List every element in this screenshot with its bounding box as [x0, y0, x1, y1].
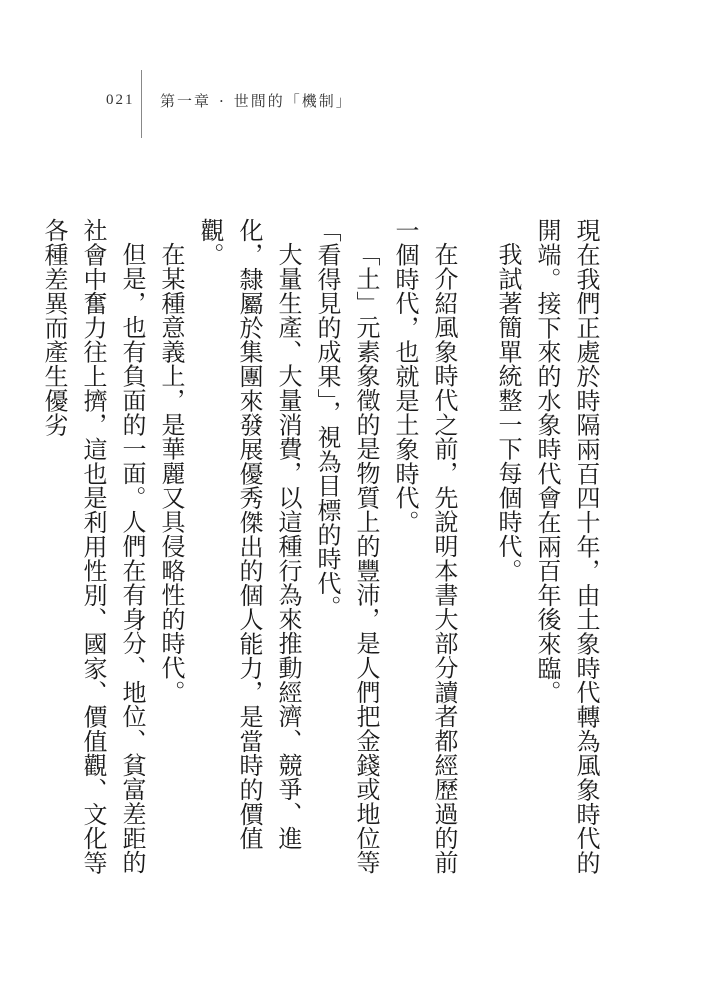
running-head [160, 90, 353, 111]
paragraph-5: 大量生產、大量消費，以這種行為來推動經濟、競爭、進化，隸屬於集團來發展優秀傑出的個人能力，是當時的價值觀。 [196, 218, 302, 851]
paragraph-4: 「土」元素象徵的是物質上的豐沛，是人們把金錢或地位等「看得見的成果」，視為目標的時代。 [313, 218, 380, 875]
header-divider [141, 70, 142, 138]
chapter-label: 第一章 [160, 92, 212, 110]
paragraph-3: 在介紹風象時代之前，先說明本書大部分讀者都經歷過的前一個時代，也就是土象時代。 [391, 218, 458, 875]
header-separator: · [219, 92, 226, 110]
section-title: 世間的「機制」 [233, 92, 353, 110]
paragraph-7: 但是，也有負面的一面。人們在有身分、地位、貧富差距的社會中奮力往上擠，這也是利用性別、國家、價值觀、文化等各種差異而產生優劣 [40, 218, 146, 875]
paragraph-6: 在某種意義上，是華麗又具侵略性的時代。 [157, 242, 185, 705]
page-number: 021 [106, 92, 135, 108]
body-text [40, 218, 605, 898]
paragraph-2: 我試著簡單統整一下每個時代。 [494, 242, 522, 583]
paragraph-1: 現在我們正處於時隔兩百四十年，由土象時代轉為風象時代的開端。接下來的水象時代會在兩百年後來臨。 [533, 218, 600, 875]
